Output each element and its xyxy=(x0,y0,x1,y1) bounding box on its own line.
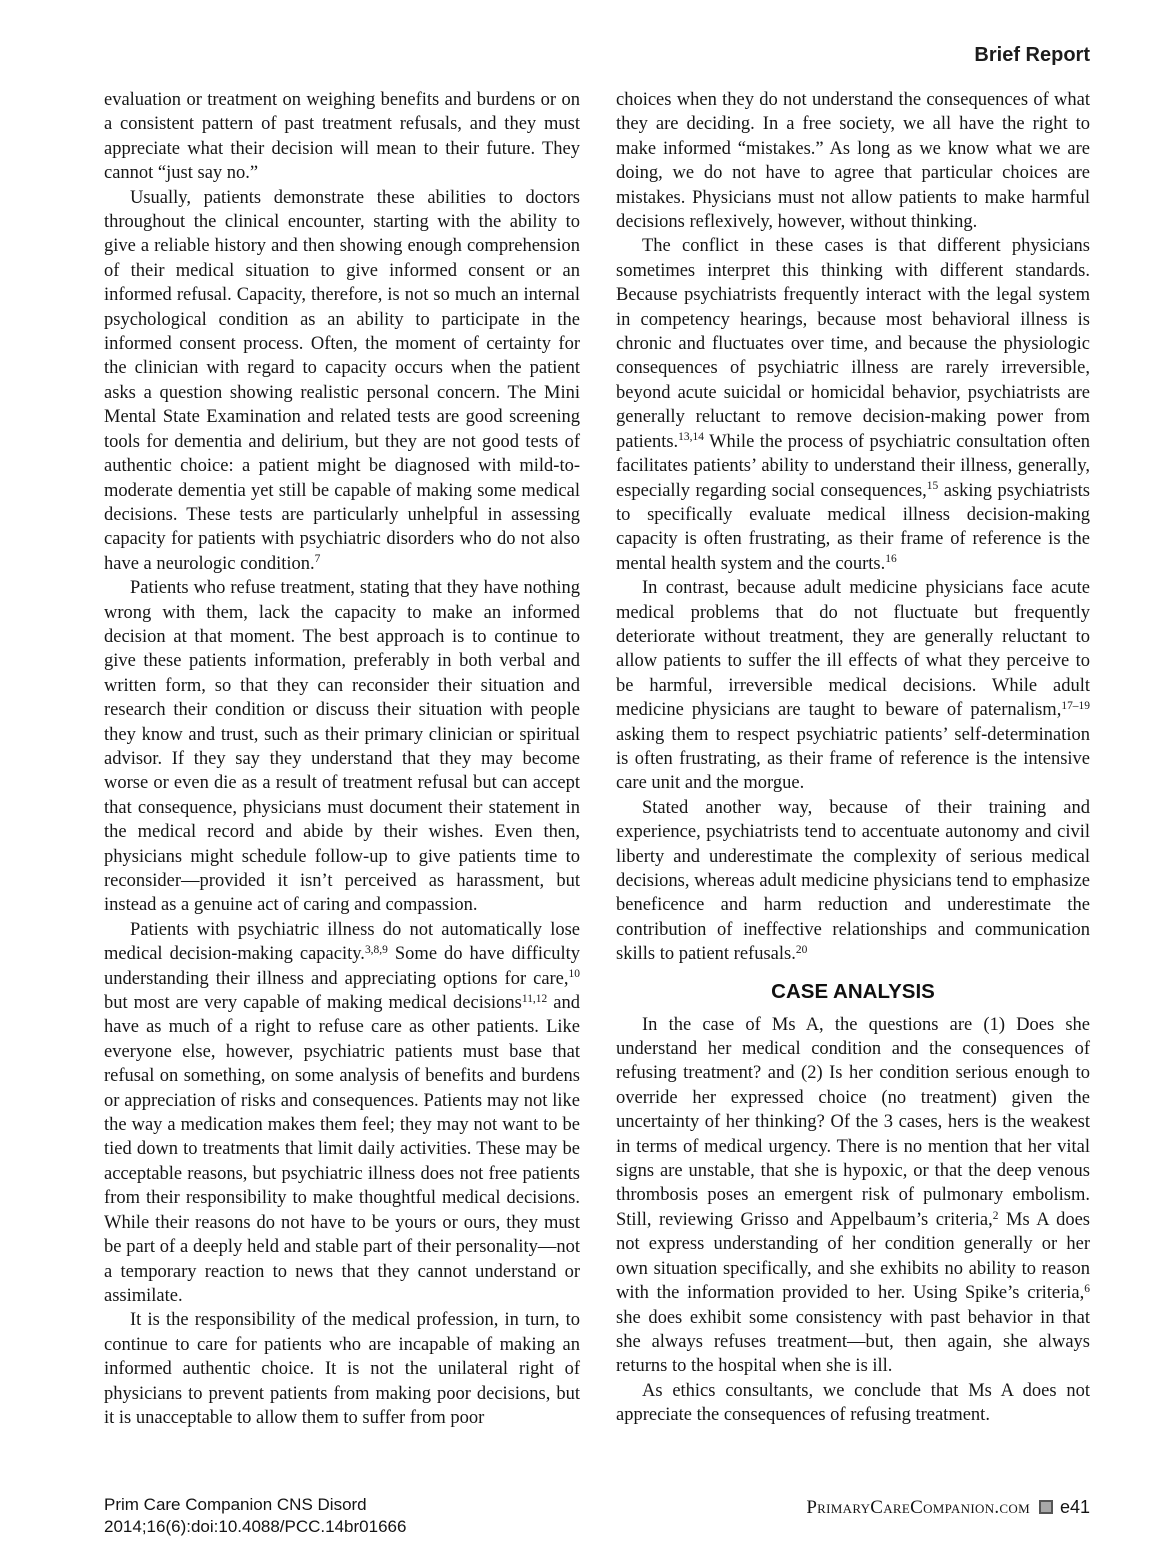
paragraph: evaluation or treatment on weighing benefits and burdens or on a consistent pattern of past treatment refusals, and they must appreciate what their decision will mean to their future. They cannot “just say no.” xyxy=(104,90,580,184)
reference-superscript: 10 xyxy=(568,968,580,981)
reference-superscript: 17–19 xyxy=(1061,699,1090,712)
right-column-top xyxy=(616,88,1090,967)
paragraph: Usually, patients demonstrate these abilities to doctors throughout the clinical encounter, starting with the ability to give a reliable history and then showing enough comprehension of their medical situation to give informed consent or an informed refusal. Capacity, therefore, is not so much an internal psychological condition as an ability to participate in the informed consent process. Often, the moment of certainty for the clinician with regard to capacity occurs when the patient asks a question showing realistic personal concern. The Mini Mental State Examination and related tests are good screening tools for dementia and delirium, but they are not good tests of authentic choice: a patient might be diagnosed with mild-to-moderate dementia yet still be capable of making some medical decisions. These tests are particularly unhelpful in assessing capacity for patients with psychiatric disorders who do not also have a neurologic condition.$^7$ xyxy=(104,187,580,574)
right-column xyxy=(616,88,1090,1430)
footer-site-block xyxy=(806,1497,1090,1519)
footer-citation xyxy=(104,1494,406,1538)
article-body xyxy=(104,88,1090,1430)
paragraph: As ethics consultants, we conclude that Ms A does not appreciate the consequences of refusing treatment. xyxy=(616,1380,1090,1426)
footer-page-number: e41 xyxy=(1059,1497,1090,1517)
reference-superscript: 20 xyxy=(795,943,808,956)
reference-superscript: 6 xyxy=(1084,1282,1090,1295)
section-heading-case-analysis: CASE ANALYSIS xyxy=(771,979,935,1003)
reference-superscript: 16 xyxy=(885,553,897,566)
paragraph: In contrast, because adult medicine physicians face acute medical problems that do not fluctuate but frequently deteriorate without treatment, they are generally reluctant to allow patients to suffer the ill effects of what they perceive to be harmful, irreversible medical decisions. While adult medicine physicians are taught to beware of paternalism,$^{17-19}$ asking them to respect psychiatric patients’ self-determination is often frustrating, as their frame of reference is the intensive care unit and the morgue. xyxy=(616,578,1090,794)
reference-superscript: 7 xyxy=(314,553,321,566)
report-type-label: Brief Report xyxy=(974,44,1090,66)
paragraph: The conflict in these cases is that different physicians sometimes interpret this thinking with different standards. Because psychiatrists frequently interact with the legal system in competency hearings, because most behavioral illness is chronic and fluctuates over time, and because the physiologic consequences of psychiatric illness are rarely irreversible, beyond acute suicidal or homicidal behavior, psychiatrists are generally reluctant to remove decision-making power from patients.$^{13,14}$ While the process of psychiatric consultation often facilitates patients’ ability to understand their illness, generally, especially regarding social consequences,$^{15}$ asking psychiatrists to specifically evaluate medical illness decision-making capacity is often frustrating, as their frame of reference is the mental health system and the courts.$^{16}$ xyxy=(616,236,1090,574)
reference-superscript: 15 xyxy=(926,480,939,493)
paragraph: Patients with psychiatric illness do not automatically lose medical decision-making capacity.$^{3,8,9}$ Some do have difficulty understanding their illness and appreciating options for care,$^{10}$ but most are very capable of making medical decisions$^{11,12}$ and have as much of a right to refuse care as other patients. Like everyone else, however, psychiatric patients must base that refusal on something, on some analysis of benefits and burdens or appreciation of risks and consequences. Patients may not like the way a medication makes them feel; they may not want to be tied down to treatments that limit daily activities. These may be acceptable reasons, but psychiatric illness does not free patients from their responsibility to make thoughtful medical decisions. While their reasons do not have to be yours or ours, they must be part of a deeply held and stable part of their personality—not a temporary reaction to news that they cannot understand or assimilate. xyxy=(104,919,580,1306)
bullet-square-icon xyxy=(1039,1500,1053,1514)
reference-superscript: 11,12 xyxy=(521,992,548,1005)
paragraph: choices when they do not understand the consequences of what they are deciding. In a free society, we all have the right to make informed “mistakes.” As long as we know what we are doing, we do not have to agree that particular choices are mistakes. Physicians must not allow patients to make harmful decisions reflexively, however, without thinking. xyxy=(616,90,1090,233)
reference-superscript: 2 xyxy=(992,1209,999,1222)
paragraph: In the case of Ms A, the questions are (1) Does she understand her medical condition and the consequences of refusing treatment? and (2) Is her condition serious enough to override her expressed choice (no treatment) given the uncertainty of her thinking? Of the 3 cases, hers is the weakest in terms of medical urgency. There is no mention that her vital signs are unstable, that she is hypoxic, or that the deep venous thrombosis poses an emergent risk of pulmonary embolism. Still, reviewing Grisso and Appelbaum’s criteria,$^2$ Ms A does not express understanding of her condition generally or her own situation specifically, and she exhibits no ability to reason with the information provided to her. Using Spike’s criteria,$^6$ she does exhibit some consistency with past behavior in that she always refuses treatment—but, then again, she always returns to the hospital when she is ill. xyxy=(616,1014,1090,1377)
reference-superscript: 3,8,9 xyxy=(364,943,388,956)
right-column-bottom xyxy=(616,1013,1090,1428)
footer-journal-name: Prim Care Companion CNS Disord xyxy=(104,1495,367,1514)
paragraph: Stated another way, because of their training and experience, psychiatrists tend to accentuate autonomy and civil liberty and underestimate the complexity of serious medical decisions, whereas adult medicine physicians tend to emphasize beneficence and harm reduction and underestimate the contribution of ineffective relationships and communication skills to patient refusals.$^{20}$ xyxy=(616,797,1090,965)
paragraph: Patients who refuse treatment, stating that they have nothing wrong with them, lack the capacity to make an informed decision at that moment. The best approach is to continue to give these patients information, preferably in both verbal and written form, so that they can reconsider their situation and research their condition or discuss their situation with people they know and trust, such as their primary clinician or spiritual advisor. If they say they understand that they may become worse or even die as a result of treatment refusal but can accept that consequence, physicians must document their statement in the medical record and abide by their wishes. Even then, physicians might schedule follow-up to give patients time to reconsider—provided it isn’t perceived as harassment, but instead as a genuine act of caring and compassion. xyxy=(104,578,580,916)
footer-site-name: PrimaryCareCompanion.com xyxy=(806,1497,1030,1518)
paragraph: It is the responsibility of the medical profession, in turn, to continue to care for patients who are incapable of making an informed authentic choice. It is not the unilateral right of physicians to prevent patients from making poor decisions, but it is unacceptable to allow them to suffer from poor xyxy=(104,1310,580,1428)
left-column xyxy=(104,88,580,1430)
footer-doi: 2014;16(6):doi:10.4088/PCC.14br01666 xyxy=(104,1517,407,1536)
reference-superscript: 13,14 xyxy=(678,431,704,444)
